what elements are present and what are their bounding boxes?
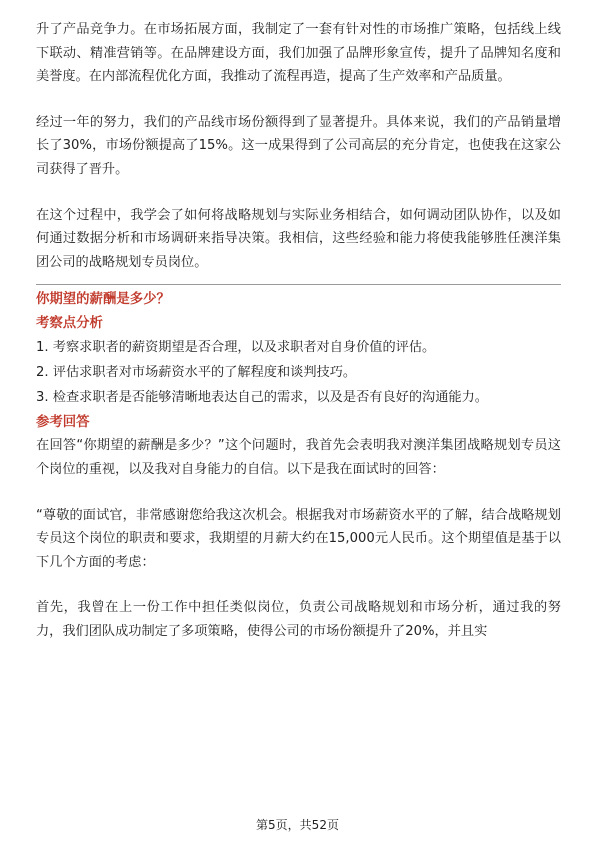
section-divider: [36, 284, 561, 285]
body-paragraph-3: 在这个过程中，我学会了如何将战略规划与实际业务相结合，如何调动团队协作，以及如何通过数据分析和市场调研来指导决策。我相信，这些经验和能力将使我能够胜任澳洋集团公司的战略规划专员岗位。: [36, 207, 561, 270]
paragraph-gap: [36, 482, 561, 504]
body-paragraph-1: 升了产品竞争力。在市场拓展方面，我制定了一套有针对性的市场推广策略，包括线上线下联动、精准营销等。在品牌建设方面，我们加强了品牌形象宣传，提升了品牌知名度和美誉度。在内部流程优化方面，我推动了流程再造，提高了生产效率和产品质量。: [36, 22, 561, 85]
answer-paragraph-2: “尊敬的面试官，非常感谢您给我这次机会。根据我对市场薪资水平的了解，结合战略规划专员这个岗位的职责和要求，我期望的月薪大约在15,000元人民币。这个期望值是基于以下几个方面的考虑：: [36, 507, 561, 570]
analysis-item-3: 3. 检查求职者是否能够清晰地表达自己的需求，以及是否有良好的沟通能力。: [36, 390, 488, 406]
paragraph-gap: [36, 574, 561, 596]
page-number: 第5页，共52页: [256, 818, 339, 832]
answer-heading: 参考回答: [36, 415, 90, 431]
body-paragraph-2: 经过一年的努力，我们的产品线市场份额得到了显著提升。具体来说，我们的产品销量增长了30%，市场份额提高了15%。这一成果得到了公司高层的充分肯定，也使我在这家公司获得了晋升。: [36, 114, 561, 177]
paragraph-gap: [36, 89, 561, 111]
answer-paragraph-3: 首先，我曾在上一份工作中担任类似岗位，负责公司战略规划和市场分析，通过我的努力，我们团队成功制定了多项策略，使得公司的市场份额提升了20%，并且实: [36, 600, 561, 639]
answer-paragraph-1: 在回答“你期望的薪酬是多少？”这个问题时，我首先会表明我对澳洋集团战略规划专员这个岗位的重视，以及我对自身能力的自信。以下是我在面试时的回答：: [36, 438, 561, 477]
page-content: [36, 18, 561, 644]
analysis-item-1: 1. 考察求职者的薪资期望是否合理，以及求职者对自身价值的评估。: [36, 340, 436, 356]
analysis-item-2: 2. 评估求职者对市场薪资水平的了解程度和谈判技巧。: [36, 365, 357, 381]
analysis-heading: 考察点分析: [36, 316, 103, 332]
paragraph-gap: [36, 182, 561, 204]
question-title: 你期望的薪酬是多少？: [36, 292, 170, 308]
